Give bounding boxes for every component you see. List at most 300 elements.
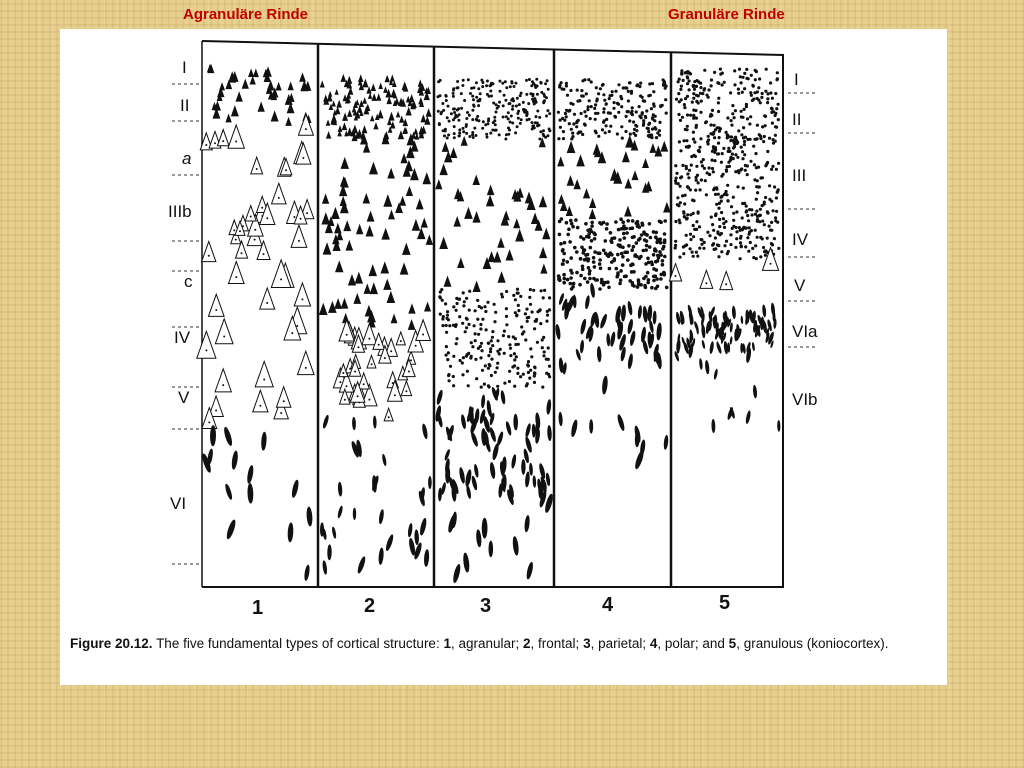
neuron-cell [409, 96, 413, 102]
neuron-cell [736, 156, 739, 159]
neuron-cell [627, 110, 630, 113]
neuron-cell [770, 263, 772, 265]
neuron-cell [617, 83, 620, 86]
neuron-cell [619, 278, 623, 282]
neuron-cell [755, 210, 758, 213]
neuron-cell [559, 242, 563, 246]
neuron-cell [442, 143, 448, 151]
neuron-cell [517, 304, 520, 307]
neuron-cell [689, 333, 692, 343]
neuron-cell [751, 84, 754, 87]
neuron-cell [680, 72, 683, 75]
neuron-cell [747, 219, 750, 222]
neuron-cell [727, 250, 730, 253]
neuron-cell [609, 231, 613, 235]
neuron-cell [458, 259, 464, 268]
neuron-cell [730, 205, 733, 208]
neuron-cell [602, 121, 605, 124]
neuron-cell [658, 250, 662, 254]
neuron-cell [419, 517, 428, 536]
neuron-cell [498, 239, 504, 248]
neuron-cell [749, 115, 752, 118]
neuron-cell [644, 262, 648, 266]
neuron-cell [757, 185, 760, 188]
neuron-cell [714, 193, 717, 196]
neuron-cell [546, 79, 549, 82]
neuron-cell [615, 275, 619, 279]
neuron-cell [357, 395, 359, 397]
neuron-cell [716, 126, 719, 129]
neuron-cell [487, 196, 494, 206]
neuron-cell [526, 316, 529, 319]
neuron-cell [656, 259, 660, 263]
neuron-cell [499, 90, 502, 93]
neuron-cell [754, 244, 757, 247]
neuron-cell [714, 214, 717, 217]
neuron-cell [462, 130, 465, 133]
neuron-cell [374, 124, 378, 129]
neuron-cell [717, 207, 720, 210]
neuron-cell [659, 253, 663, 257]
neuron-cell [589, 210, 595, 219]
neuron-cell [630, 248, 634, 252]
neuron-cell [533, 381, 536, 384]
neuron-cell [453, 111, 456, 114]
neuron-cell [452, 118, 455, 121]
neuron-cell [677, 80, 680, 83]
neuron-cell [636, 223, 640, 227]
neuron-cell [438, 122, 441, 125]
neuron-cell [364, 144, 370, 152]
neuron-cell [522, 373, 525, 376]
neuron-cell [471, 109, 474, 112]
neuron-cell [603, 107, 606, 110]
neuron-cell [507, 335, 510, 338]
neuron-cell [496, 339, 499, 342]
neuron-cell [741, 150, 744, 153]
neuron-cell [378, 509, 384, 524]
neuron-cell [510, 80, 513, 83]
neuron-cell [384, 408, 393, 421]
neuron-cell [592, 260, 596, 264]
neuron-cell [683, 106, 686, 109]
neuron-cell [750, 74, 753, 77]
neuron-cell [633, 128, 636, 131]
neuron-cell [298, 114, 313, 135]
neuron-cell [558, 84, 561, 87]
neuron-cell [508, 129, 511, 132]
neuron-cell [491, 129, 494, 132]
neuron-cell [287, 104, 293, 113]
neuron-cell [609, 251, 613, 255]
neuron-cell [655, 277, 659, 281]
neuron-cell [608, 267, 612, 271]
neuron-cell [535, 115, 538, 118]
neuron-cell [488, 186, 494, 195]
neuron-cell [403, 244, 410, 254]
neuron-cell [616, 414, 626, 432]
neuron-cell [495, 103, 498, 106]
neuron-cell [739, 235, 742, 238]
neuron-cell [615, 267, 619, 271]
neuron-cell [765, 163, 768, 166]
neuron-cell [708, 234, 711, 237]
neuron-cell [562, 137, 565, 140]
neuron-cell [347, 77, 351, 83]
neuron-cell [770, 242, 773, 245]
neuron-cell [706, 231, 709, 234]
neuron-cell [761, 92, 764, 95]
neuron-cell [475, 134, 478, 137]
layer-label-left: II [180, 96, 190, 115]
neuron-cell [341, 299, 347, 308]
neuron-cell [726, 133, 729, 136]
neuron-cell [679, 149, 682, 152]
neuron-cell [683, 202, 686, 205]
neuron-cell [480, 306, 483, 309]
neuron-cell [460, 107, 463, 110]
neuron-cell [508, 380, 511, 383]
neuron-cell [664, 203, 670, 212]
neuron-cell [336, 262, 343, 272]
neuron-cell [464, 469, 472, 487]
neuron-cell [598, 221, 602, 225]
neuron-cell [675, 98, 678, 101]
neuron-cell [571, 132, 574, 135]
neuron-cell [730, 135, 733, 138]
neuron-cell [371, 85, 375, 91]
neuron-cell [678, 219, 681, 222]
neuron-cell [639, 94, 642, 97]
neuron-cell [713, 151, 716, 154]
neuron-cell [620, 105, 623, 108]
neuron-cell [751, 342, 755, 351]
neuron-cell [676, 196, 679, 199]
neuron-cell [581, 268, 585, 272]
neuron-cell [679, 176, 682, 179]
neuron-cell [261, 432, 268, 451]
neuron-cell [367, 212, 373, 221]
neuron-cell [729, 139, 732, 142]
neuron-cell [516, 230, 524, 241]
neuron-cell [729, 159, 732, 162]
neuron-cell [473, 324, 476, 327]
neuron-cell [222, 140, 224, 142]
neuron-cell [508, 343, 511, 346]
neuron-cell [422, 334, 424, 336]
neuron-cell [336, 108, 340, 114]
neuron-cell [439, 79, 442, 82]
neuron-cell [739, 229, 742, 232]
neuron-cell [726, 199, 729, 202]
neuron-cell [335, 90, 338, 94]
neuron-cell [511, 97, 514, 100]
neuron-cell [739, 257, 742, 260]
neuron-cell [457, 86, 460, 89]
neuron-cell [489, 462, 496, 479]
neuron-cell [650, 286, 654, 290]
neuron-cell [720, 250, 723, 253]
neuron-cell [590, 221, 594, 225]
neuron-cell [674, 240, 677, 243]
neuron-cell [516, 288, 519, 291]
neuron-cell [520, 118, 523, 121]
neuron-cell [677, 92, 680, 95]
neuron-cell [585, 235, 589, 239]
neuron-cell [418, 81, 422, 86]
neuron-cell [493, 116, 496, 119]
neuron-cell [721, 72, 724, 75]
neuron-cell [448, 379, 451, 382]
neuron-cell [749, 241, 752, 244]
neuron-cell [538, 309, 541, 312]
neuron-cell [723, 193, 726, 196]
neuron-cell [455, 309, 458, 312]
neuron-cell [732, 212, 735, 215]
neuron-cell [695, 179, 698, 182]
neuron-cell [466, 370, 469, 373]
neuron-cell [647, 134, 650, 137]
neuron-cell [652, 279, 656, 283]
neuron-cell [469, 92, 472, 95]
neuron-cell [545, 372, 548, 375]
neuron-cell [524, 515, 531, 533]
neuron-cell [632, 120, 635, 123]
neuron-cell [566, 260, 570, 264]
neuron-cell [705, 193, 708, 196]
neuron-cell [288, 83, 293, 90]
neuron-cell [261, 207, 263, 209]
neuron-cell [466, 318, 469, 321]
neuron-cell [647, 130, 650, 133]
neuron-cell [692, 92, 695, 95]
neuron-cell [471, 95, 474, 98]
neuron-cell [558, 279, 562, 283]
neuron-cell [342, 372, 344, 374]
neuron-cell [762, 140, 765, 143]
neuron-cell [393, 82, 396, 87]
neuron-cell [562, 273, 566, 277]
neuron-cell [439, 290, 442, 293]
neuron-cell [480, 386, 483, 389]
neuron-cell [247, 483, 254, 504]
neuron-cell [235, 239, 237, 241]
neuron-cell [616, 271, 620, 275]
neuron-cell [487, 354, 490, 357]
neuron-cell [391, 123, 395, 128]
neuron-cell [610, 237, 614, 241]
neuron-cell [606, 280, 610, 284]
neuron-cell [711, 167, 714, 170]
neuron-cell [776, 190, 779, 193]
neuron-cell [688, 88, 691, 91]
neuron-cell [437, 95, 440, 98]
neuron-cell [489, 427, 497, 443]
neuron-cell [742, 187, 745, 190]
neuron-cell [680, 98, 683, 101]
neuron-cell [475, 96, 478, 99]
neuron-cell [590, 199, 596, 207]
neuron-cell [702, 247, 705, 250]
neuron-cell [510, 115, 513, 118]
neuron-cell [572, 122, 575, 125]
neuron-cell [624, 130, 627, 133]
neuron-cell [751, 213, 754, 216]
neuron-cell [700, 270, 713, 288]
neuron-cell [363, 99, 366, 104]
neuron-cell [588, 277, 592, 281]
neuron-cell [448, 324, 451, 327]
neuron-cell [579, 274, 583, 278]
neuron-cell [491, 330, 494, 333]
neuron-cell [401, 381, 411, 396]
neuron-cell [729, 336, 732, 345]
neuron-cell [574, 218, 578, 222]
neuron-cell [437, 110, 440, 113]
neuron-cell [536, 341, 539, 344]
neuron-cell [453, 136, 456, 139]
neuron-cell [768, 198, 771, 201]
neuron-cell [777, 162, 780, 165]
neuron-cell [738, 68, 741, 71]
neuron-cell [774, 219, 777, 222]
neuron-cell [561, 249, 565, 253]
neuron-cell [485, 133, 488, 136]
neuron-cell [276, 83, 281, 90]
neuron-cell [607, 286, 611, 290]
neuron-cell [481, 318, 484, 321]
neuron-cell [730, 119, 733, 122]
neuron-cell [525, 471, 531, 487]
neuron-cell [513, 364, 516, 367]
neuron-cell [650, 145, 656, 153]
neuron-cell [326, 121, 329, 125]
neuron-cell [707, 135, 710, 138]
neuron-cell [491, 336, 494, 339]
neuron-cell [370, 163, 378, 174]
neuron-cell [614, 305, 622, 323]
neuron-cell [740, 110, 743, 113]
neuron-cell [470, 355, 473, 358]
neuron-cell [682, 245, 685, 248]
neuron-cell [598, 252, 602, 256]
neuron-cell [358, 346, 360, 348]
neuron-cell [638, 85, 641, 88]
neuron-cell [540, 82, 543, 85]
layer-label-left: IV [174, 328, 191, 347]
neuron-cell [225, 519, 237, 540]
neuron-cell [527, 371, 530, 374]
neuron-cell [332, 208, 339, 218]
figure-caption: Figure 20.12. The five fundamental types of cortical structure: 1, agranular; 2, frontal; 3, parietal; 4, polar; and 5, granulous (koniocortex). [70, 636, 889, 651]
layer-label-right: II [792, 110, 802, 129]
neuron-cell [674, 164, 677, 167]
neuron-cell [774, 125, 777, 128]
neuron-cell [726, 136, 729, 139]
neuron-cell [762, 246, 765, 249]
neuron-cell [682, 252, 685, 255]
neuron-cell [599, 313, 608, 329]
neuron-cell [332, 102, 335, 106]
neuron-cell [228, 125, 244, 148]
neuron-cell [558, 412, 563, 426]
neuron-cell [627, 99, 630, 102]
neuron-cell [477, 333, 480, 336]
neuron-cell [745, 205, 748, 208]
neuron-cell [692, 255, 695, 258]
neuron-cell [716, 232, 719, 235]
neuron-cell [488, 363, 491, 366]
neuron-cell [754, 78, 757, 81]
neuron-cell [736, 185, 739, 188]
neuron-cell [515, 314, 518, 317]
neuron-cell [508, 370, 511, 373]
neuron-cell [495, 111, 498, 114]
neuron-cell [536, 93, 539, 96]
neuron-cell [735, 210, 738, 213]
neuron-cell [685, 165, 688, 168]
neuron-cell [754, 229, 757, 232]
neuron-cell [594, 112, 597, 115]
neuron-cell [505, 323, 508, 326]
neuron-cell [576, 226, 580, 230]
neuron-cell [300, 74, 305, 81]
neuron-cell [720, 175, 723, 178]
neuron-cell [212, 103, 217, 109]
neuron-cell [567, 228, 571, 232]
neuron-cell [515, 355, 518, 358]
neuron-cell [733, 83, 736, 86]
neuron-cell [688, 71, 691, 74]
neuron-cell [653, 105, 656, 108]
neuron-cell [625, 231, 629, 235]
neuron-cell [745, 347, 752, 363]
neuron-cell [368, 338, 370, 340]
neuron-cell [481, 394, 486, 408]
neuron-cell [547, 425, 552, 441]
neuron-cell [327, 132, 331, 138]
neuron-cell [708, 173, 711, 176]
neuron-cell [582, 237, 586, 241]
neuron-cell [662, 245, 666, 249]
neuron-cell [543, 229, 550, 239]
neuron-cell [771, 107, 774, 110]
neuron-cell [657, 256, 661, 260]
neuron-cell [547, 346, 550, 349]
neuron-cell [540, 289, 543, 292]
neuron-cell [215, 319, 233, 344]
neuron-cell [746, 236, 749, 239]
neuron-cell [346, 241, 352, 250]
neuron-cell [700, 238, 703, 241]
neuron-cell [587, 105, 590, 108]
neuron-cell [643, 100, 646, 103]
neuron-cell [648, 82, 651, 85]
neuron-cell [580, 112, 583, 115]
neuron-cell [493, 303, 496, 306]
neuron-cell [504, 138, 507, 141]
neuron-cell [637, 305, 642, 319]
neuron-cell [768, 137, 771, 140]
neuron-cell [353, 508, 356, 520]
neuron-cell [650, 107, 653, 110]
neuron-cell [691, 101, 694, 104]
neuron-cell [749, 91, 752, 94]
neuron-cell [658, 220, 662, 224]
neuron-cell [608, 130, 611, 133]
neuron-cell [526, 118, 529, 121]
neuron-cell [472, 98, 475, 101]
